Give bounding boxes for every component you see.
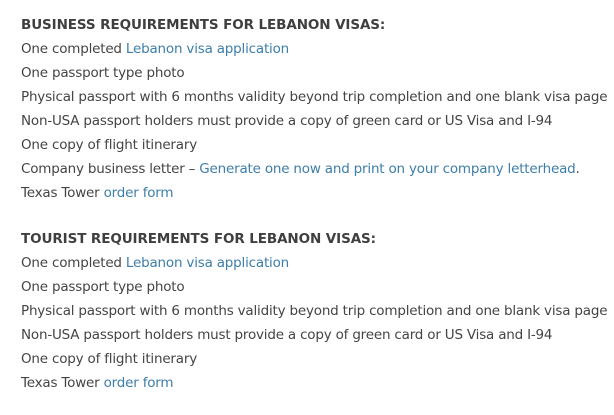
tourist-item-flight-itinerary: One copy of flight itinerary [21, 351, 197, 367]
tourist-item-application [21, 251, 614, 275]
business-item-company-letter-period: . [575, 161, 580, 177]
business-visa-application-link[interactable]: Lebanon visa application [125, 41, 290, 57]
business-item-photo: One passport type photo [21, 65, 185, 81]
tourist-item-order-form-text: Texas Tower [21, 375, 104, 391]
business-item-application-text: One completed [21, 41, 126, 57]
business-order-form-link[interactable]: order form [103, 185, 174, 201]
business-item-non-usa: Non-USA passport holders must provide a copy of green card or US Visa and I-94 [21, 113, 553, 129]
tourist-requirements-heading: TOURIST REQUIREMENTS FOR LEBANON VISAS: [21, 231, 376, 247]
business-item-company-letter [21, 157, 614, 181]
business-item-company-letter-text: Company business letter – [21, 161, 200, 177]
tourist-item-order-form [21, 371, 614, 395]
business-requirements-heading: BUSINESS REQUIREMENTS FOR LEBANON VISAS: [21, 17, 386, 33]
business-item-application [21, 37, 614, 61]
business-item-order-form-text: Texas Tower [21, 185, 104, 201]
tourist-item-application-text: One completed [21, 255, 126, 271]
business-item-flight-itinerary: One copy of flight itinerary [21, 137, 197, 153]
tourist-order-form-link[interactable]: order form [103, 375, 174, 391]
tourist-item-non-usa: Non-USA passport holders must provide a copy of green card or US Visa and I-94 [21, 327, 553, 343]
tourist-item-passport: Physical passport with 6 months validity beyond trip completion and one blank visa page [21, 303, 608, 319]
tourist-visa-application-link[interactable]: Lebanon visa application [125, 255, 290, 271]
business-requirements-section [21, 13, 614, 205]
tourist-requirements-section [21, 227, 614, 395]
tourist-item-photo: One passport type photo [21, 279, 185, 295]
business-item-passport: Physical passport with 6 months validity beyond trip completion and one blank visa page [21, 89, 608, 105]
business-item-order-form [21, 181, 614, 205]
section-spacer [21, 205, 614, 227]
generate-business-letter-link[interactable]: Generate one now and print on your company letterhead [199, 161, 576, 177]
